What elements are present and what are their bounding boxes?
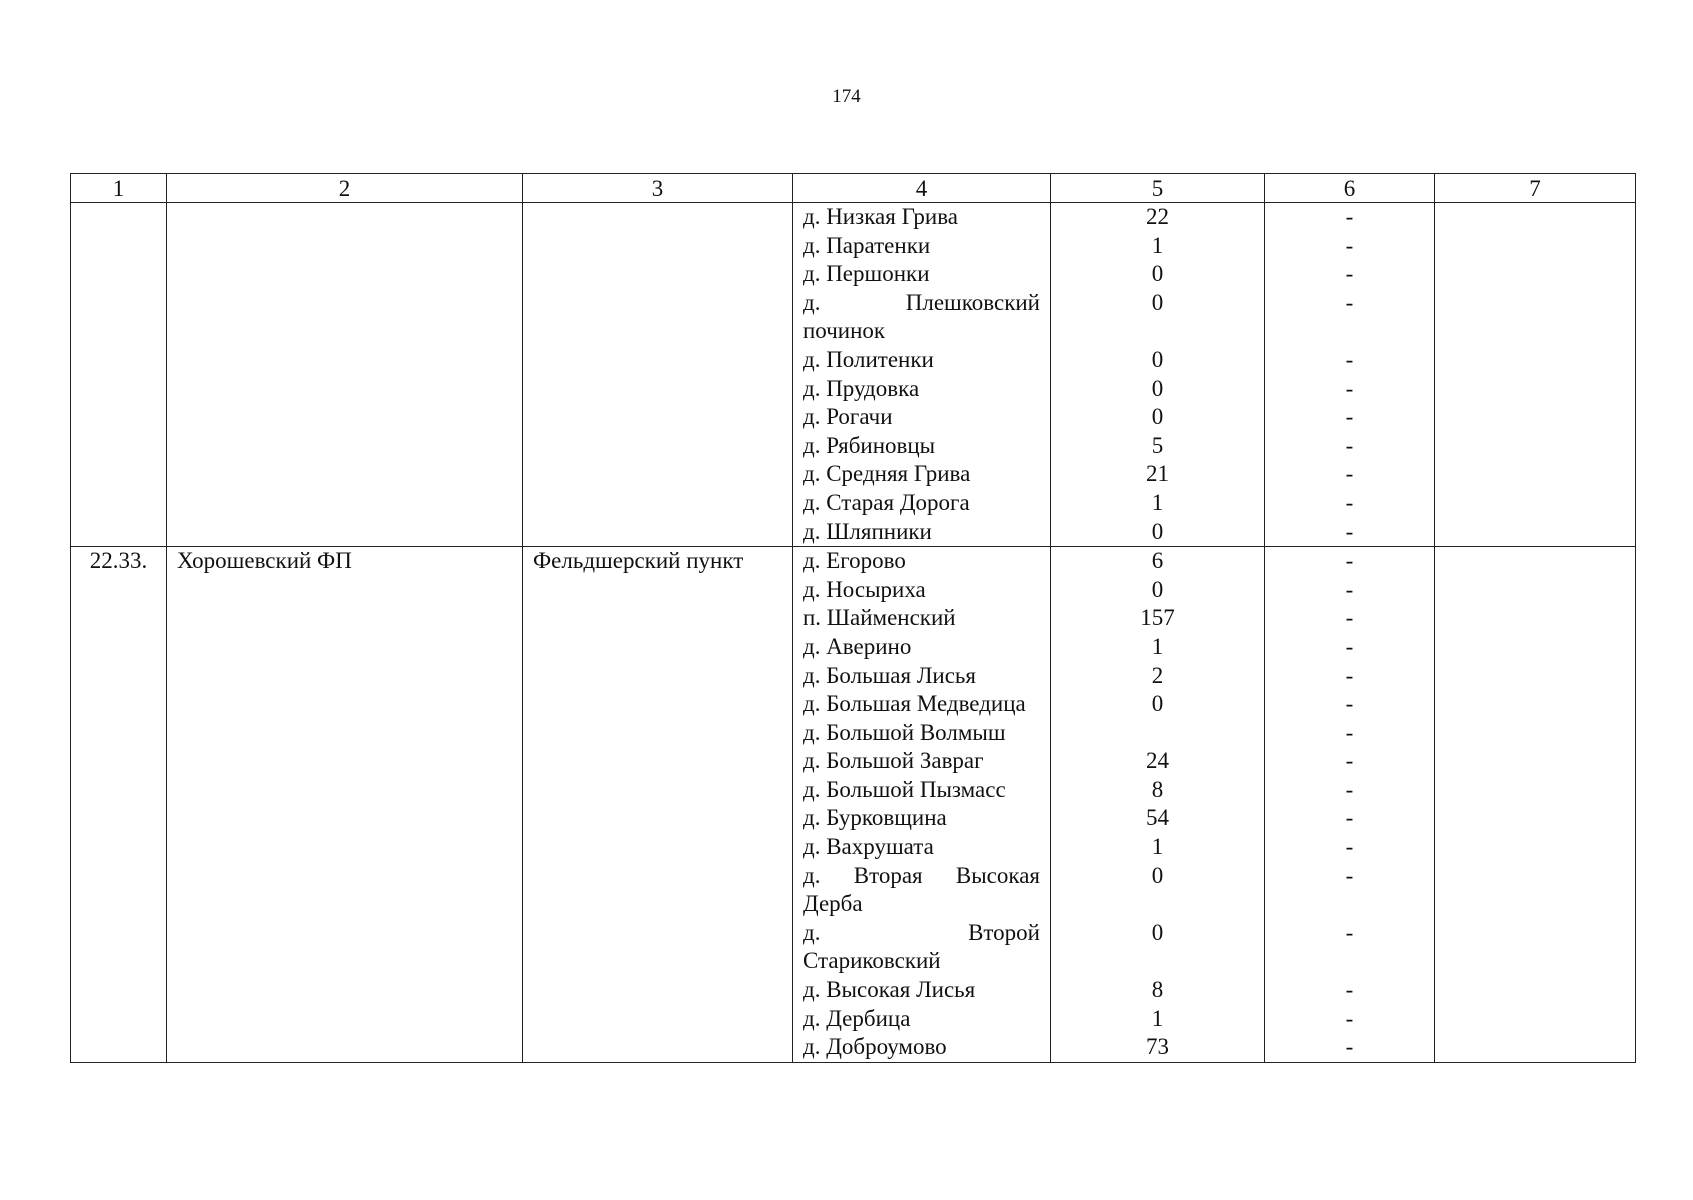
table-row xyxy=(71,547,1636,576)
column-6-value: - xyxy=(1265,776,1435,805)
population-value: 157 xyxy=(1051,604,1265,633)
column-6-value: - xyxy=(1265,1005,1435,1034)
facility-name xyxy=(167,203,523,547)
population-value: 8 xyxy=(1051,776,1265,805)
column-6-value: - xyxy=(1265,976,1435,1005)
locality-name: п. Шайменский xyxy=(793,604,1051,633)
locality-name: д. Рогачи xyxy=(793,403,1051,432)
population-value: 0 xyxy=(1051,375,1265,404)
locality-name: д. Бурковщина xyxy=(793,804,1051,833)
population-value: 1 xyxy=(1051,489,1265,518)
column-header-5: 5 xyxy=(1051,174,1265,203)
locality-name: д. Большой Пызмасс xyxy=(793,776,1051,805)
column-6-value: - xyxy=(1265,919,1435,976)
column-6-value: - xyxy=(1265,460,1435,489)
population-value: 1 xyxy=(1051,633,1265,662)
column-6-value: - xyxy=(1265,232,1435,261)
population-value: 54 xyxy=(1051,804,1265,833)
column-6-value: - xyxy=(1265,260,1435,289)
population-value: 2 xyxy=(1051,662,1265,691)
population-value: 0 xyxy=(1051,289,1265,346)
column-6-value: - xyxy=(1265,1033,1435,1062)
facility-type xyxy=(523,203,793,547)
column-6-value: - xyxy=(1265,547,1435,576)
population-value: 1 xyxy=(1051,833,1265,862)
column-header-7: 7 xyxy=(1435,174,1636,203)
table-row xyxy=(71,203,1636,232)
column-7-cell xyxy=(1435,203,1636,547)
locality-name: д. Политенки xyxy=(793,346,1051,375)
locality-name: д. Прудовка xyxy=(793,375,1051,404)
column-6-value: - xyxy=(1265,719,1435,748)
facility-name: Хорошевский ФП xyxy=(167,547,523,1063)
population-value: 0 xyxy=(1051,862,1265,919)
column-6-value: - xyxy=(1265,432,1435,461)
column-header-2: 2 xyxy=(167,174,523,203)
column-6-value: - xyxy=(1265,690,1435,719)
section-number: 22.33. xyxy=(71,547,167,1063)
column-6-value: - xyxy=(1265,833,1435,862)
locality-name: д. Плешковский починок xyxy=(793,289,1051,346)
locality-name: д. Большая Лисья xyxy=(793,662,1051,691)
locality-name: д. Второй Стариковский xyxy=(793,919,1051,976)
population-value: 0 xyxy=(1051,260,1265,289)
population-value: 0 xyxy=(1051,576,1265,605)
header-row xyxy=(71,174,1636,203)
population-value: 24 xyxy=(1051,747,1265,776)
column-header-1: 1 xyxy=(71,174,167,203)
locality-name: д. Низкая Грива xyxy=(793,203,1051,232)
locality-name: д. Вахрушата xyxy=(793,833,1051,862)
locality-name: д. Большой Волмыш xyxy=(793,719,1051,748)
section-number xyxy=(71,203,167,547)
column-6-value: - xyxy=(1265,346,1435,375)
column-6-value: - xyxy=(1265,518,1435,547)
population-value: 0 xyxy=(1051,919,1265,976)
locality-name: д. Высокая Лисья xyxy=(793,976,1051,1005)
column-6-value: - xyxy=(1265,633,1435,662)
locality-name: д. Средняя Грива xyxy=(793,460,1051,489)
column-6-value: - xyxy=(1265,862,1435,919)
column-header-4: 4 xyxy=(793,174,1051,203)
column-6-value: - xyxy=(1265,403,1435,432)
locality-name: д. Аверино xyxy=(793,633,1051,662)
settlements-table xyxy=(70,173,1636,1063)
locality-name: д. Першонки xyxy=(793,260,1051,289)
locality-name: д. Рябиновцы xyxy=(793,432,1051,461)
column-6-value: - xyxy=(1265,203,1435,232)
locality-name: д. Паратенки xyxy=(793,232,1051,261)
population-value: 1 xyxy=(1051,1005,1265,1034)
population-value: 0 xyxy=(1051,690,1265,719)
locality-name: д. Вторая Высокая Дерба xyxy=(793,862,1051,919)
locality-name: д. Большой Завраг xyxy=(793,747,1051,776)
table-body xyxy=(71,203,1636,1063)
locality-name: д. Доброумово xyxy=(793,1033,1051,1062)
population-value: 8 xyxy=(1051,976,1265,1005)
locality-name: д. Носыриха xyxy=(793,576,1051,605)
population-value: 0 xyxy=(1051,403,1265,432)
table-header xyxy=(71,174,1636,203)
column-6-value: - xyxy=(1265,804,1435,833)
population-value: 0 xyxy=(1051,518,1265,547)
column-6-value: - xyxy=(1265,576,1435,605)
column-6-value: - xyxy=(1265,375,1435,404)
population-value: 22 xyxy=(1051,203,1265,232)
population-value: 21 xyxy=(1051,460,1265,489)
facility-type: Фельдшерский пункт xyxy=(523,547,793,1063)
population-value: 1 xyxy=(1051,232,1265,261)
population-value: 5 xyxy=(1051,432,1265,461)
locality-name: д. Дербица xyxy=(793,1005,1051,1034)
population-value: 73 xyxy=(1051,1033,1265,1062)
locality-name: д. Шляпники xyxy=(793,518,1051,547)
column-6-value: - xyxy=(1265,289,1435,346)
column-6-value: - xyxy=(1265,489,1435,518)
locality-name: д. Старая Дорога xyxy=(793,489,1051,518)
population-value xyxy=(1051,719,1265,748)
population-value: 6 xyxy=(1051,547,1265,576)
column-6-value: - xyxy=(1265,662,1435,691)
column-6-value: - xyxy=(1265,604,1435,633)
population-value: 0 xyxy=(1051,346,1265,375)
page-number: 174 xyxy=(832,86,861,107)
column-header-6: 6 xyxy=(1265,174,1435,203)
column-7-cell xyxy=(1435,547,1636,1063)
locality-name: д. Большая Медведица xyxy=(793,690,1051,719)
locality-name: д. Егорово xyxy=(793,547,1051,576)
column-6-value: - xyxy=(1265,747,1435,776)
column-header-3: 3 xyxy=(523,174,793,203)
